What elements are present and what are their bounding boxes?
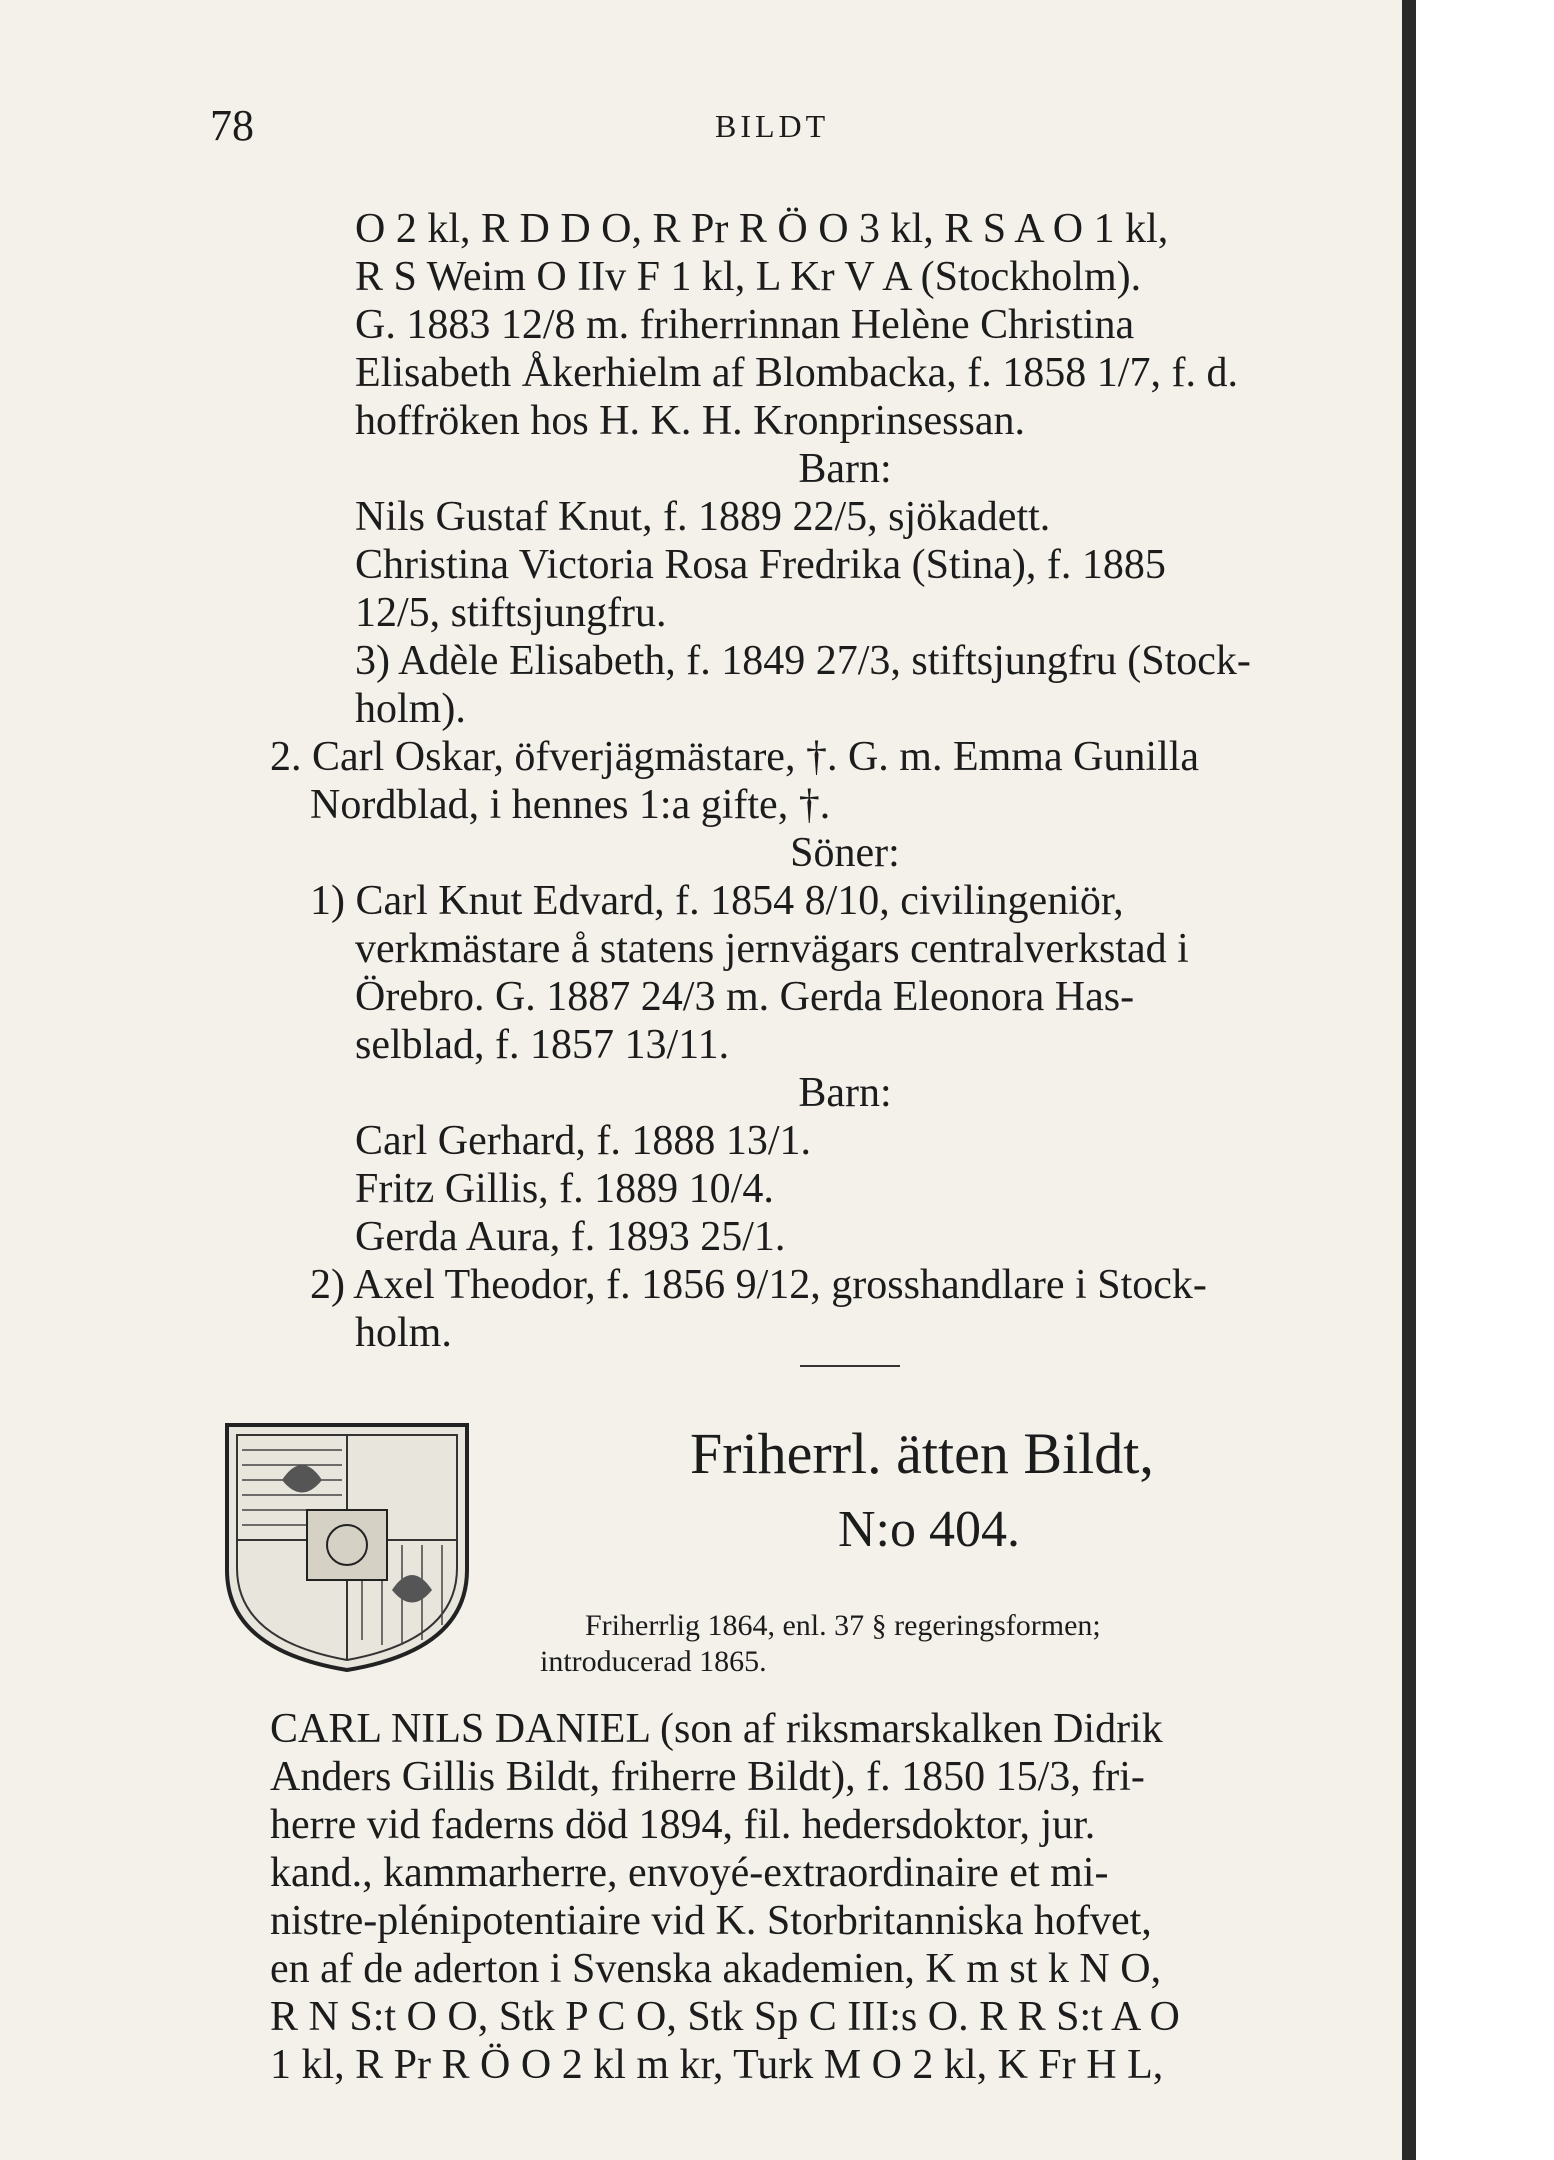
section-note: introducerad 1865. xyxy=(540,1645,767,1678)
text-line: Gerda Aura, f. 1893 25/1. xyxy=(355,1214,786,1260)
subheading-soner: Söner: xyxy=(790,830,900,876)
text-line: Fritz Gillis, f. 1889 10/4. xyxy=(355,1166,774,1212)
coat-of-arms-icon xyxy=(222,1420,472,1675)
page-header xyxy=(0,100,1554,160)
body-line: kand., kammarherre, envoyé-extraordinaire et mi- xyxy=(270,1850,1109,1896)
text-line: Örebro. G. 1887 24/3 m. Gerda Eleonora Has- xyxy=(355,974,1135,1020)
text-line: Nordblad, i hennes 1:a gifte, †. xyxy=(310,782,831,828)
subheading-barn-2: Barn: xyxy=(798,1070,892,1116)
section-title: Friherrl. ätten Bildt, xyxy=(690,1421,1154,1486)
subheading-barn: Barn: xyxy=(798,446,892,492)
body-line: en af de aderton i Svenska akademien, K m st k N O, xyxy=(270,1946,1162,1992)
text-line: 12/5, stiftsjungfru. xyxy=(355,590,667,636)
body-line: nistre-plénipotentiaire vid K. Storbritanniska hofvet, xyxy=(270,1898,1152,1944)
text-line: 1) Carl Knut Edvard, f. 1854 8/10, civilingeniör, xyxy=(310,878,1124,924)
text-line: selblad, f. 1857 13/11. xyxy=(355,1022,730,1068)
text-line: Nils Gustaf Knut, f. 1889 22/5, sjökadett. xyxy=(355,494,1051,540)
text-line: Elisabeth Åkerhielm af Blombacka, f. 1858 1/7, f. d. xyxy=(355,350,1238,396)
text-line: holm. xyxy=(355,1310,452,1356)
text-line: 3) Adèle Elisabeth, f. 1849 27/3, stiftsjungfru (Stock- xyxy=(355,638,1251,684)
text-line: verkmästare å statens jernvägars centralverkstad i xyxy=(355,926,1189,972)
section-number: N:o 404. xyxy=(838,1501,1020,1558)
text-line: 2. Carl Oskar, öfverjägmästare, †. G. m. Emma Gunilla xyxy=(270,734,1200,780)
body-line: R N S:t O O, Stk P C O, Stk Sp C III:s O. R R S:t A O xyxy=(270,1994,1180,2040)
body-line: Anders Gillis Bildt, friherre Bildt), f. 1850 15/3, fri- xyxy=(270,1754,1145,1800)
body-line: herre vid faderns död 1894, fil. hedersdoktor, jur. xyxy=(270,1802,1096,1848)
text-line: Christina Victoria Rosa Fredrika (Stina), f. 1885 xyxy=(355,542,1166,588)
text-line: O 2 kl, R D D O, R Pr R Ö O 3 kl, R S A O 1 kl, xyxy=(355,206,1169,252)
page-number: 78 xyxy=(210,101,254,150)
page-margin xyxy=(1404,0,1554,2160)
running-head: BILDT xyxy=(715,108,830,144)
section-divider xyxy=(800,1365,900,1367)
text-line: hoffröken hos H. K. H. Kronprinsessan. xyxy=(355,398,1025,444)
text-line: 2) Axel Theodor, f. 1856 9/12, grosshandlare i Stock- xyxy=(310,1262,1207,1308)
body-line: 1 kl, R Pr R Ö O 2 kl m kr, Turk M O 2 kl, K Fr H L, xyxy=(270,2042,1164,2088)
section-note: Friherrlig 1864, enl. 37 § regeringsformen; xyxy=(585,1609,1101,1642)
text-line: G. 1883 12/8 m. friherrinnan Helène Christina xyxy=(355,302,1135,348)
text-line: R S Weim O IIv F 1 kl, L Kr V A (Stockholm). xyxy=(355,254,1142,300)
body-line: CARL NILS DANIEL (son af riksmarskalken Didrik xyxy=(270,1706,1163,1752)
page-edge-shadow xyxy=(1402,0,1416,2160)
text-line: Carl Gerhard, f. 1888 13/1. xyxy=(355,1118,812,1164)
text-line: holm). xyxy=(355,686,466,732)
